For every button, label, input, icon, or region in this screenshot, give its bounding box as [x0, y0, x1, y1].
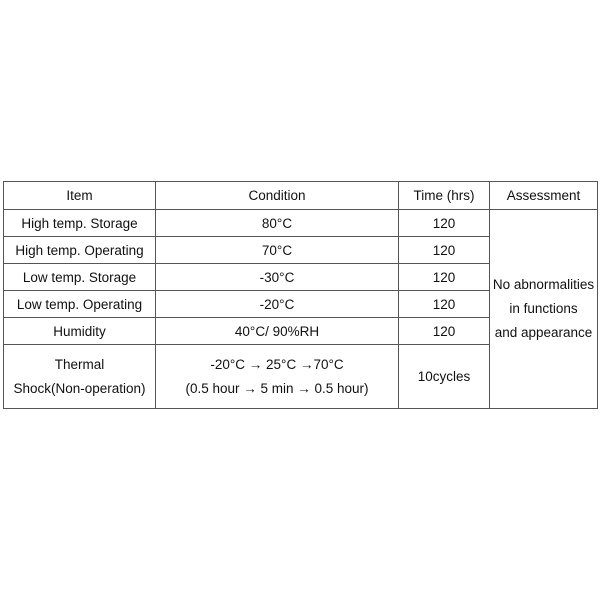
- condition-line: -20°C → 25°C →70°C: [210, 356, 344, 372]
- condition-cell: 80°C: [156, 210, 399, 237]
- time-cell: 120: [399, 237, 490, 264]
- item-cell: Low temp. Storage: [4, 264, 156, 291]
- header-assessment: Assessment: [490, 182, 598, 210]
- time-cell: 120: [399, 291, 490, 318]
- header-item: Item: [4, 182, 156, 210]
- condition-line: (0.5 hour → 5 min → 0.5 hour): [185, 380, 369, 396]
- condition-cell: -20°C: [156, 291, 399, 318]
- item-cell: [4, 345, 156, 409]
- item-line: Shock(Non-operation): [13, 380, 146, 396]
- header-condition: Condition: [156, 182, 399, 210]
- condition-cell: 70°C: [156, 237, 399, 264]
- condition-cell: [156, 345, 399, 409]
- reliability-test-table: [3, 181, 598, 409]
- item-cell: Humidity: [4, 318, 156, 345]
- item-cell: Low temp. Operating: [4, 291, 156, 318]
- time-cell: 10cycles: [399, 345, 490, 409]
- item-cell: High temp. Storage: [4, 210, 156, 237]
- time-cell: 120: [399, 318, 490, 345]
- condition-cell: 40°C/ 90%RH: [156, 318, 399, 345]
- time-cell: 120: [399, 210, 490, 237]
- item-cell: High temp. Operating: [4, 237, 156, 264]
- header-time: Time (hrs): [399, 182, 490, 210]
- table-header-row: [4, 182, 598, 210]
- assessment-cell: [490, 210, 598, 409]
- assessment-line: and appearance: [494, 325, 593, 340]
- item-line: Thermal: [54, 356, 105, 372]
- condition-cell: -30°C: [156, 264, 399, 291]
- assessment-line: No abnormalities: [492, 277, 595, 292]
- assessment-line: in functions: [509, 301, 578, 316]
- table-row: [4, 210, 598, 237]
- time-cell: 120: [399, 264, 490, 291]
